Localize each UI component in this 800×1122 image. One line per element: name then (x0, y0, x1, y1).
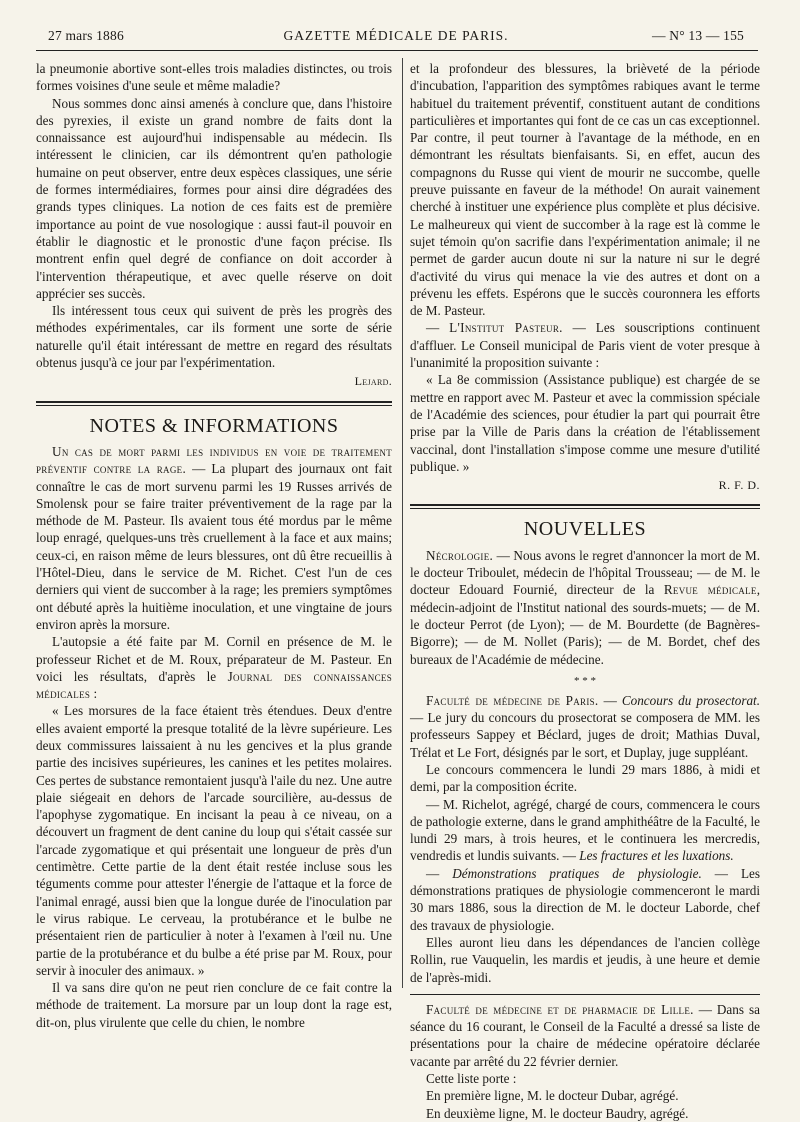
autopsy-quote: « Les morsures de la face étaient très étendues. Deux d'entre elles avaient emporté la presque totalité de la lèvre supérieure. Les deux commissures laissaient à nu les gencives et la plus grande partie des incisives supérieures, les canines et les petites molaires. Ces pertes de substance remontaient jusqu'à l'aile du nez. Une autre plaie siégeait en dehors de l'arcade sourcilière, au-dessus de l'apophyse zygomatique. En incisant la peau à ce niveau, on a découvert un fragment de dent canine du loup qui s'était cassée sur l'arcade zygomatique et qui présentait une longueur de près d'un centimètre. Cette partie de la dent était restée incluse sous les téguments comme pour attester l'énergie de l'attaque et la force de l'animal enragé, aussi bien que la longue durée de l'inoculation par le virus rabique. Le cerveau, la protubérance et le bulbe ne présentaient rien de particulier à noter à l'examen à l'œil nu. Une partie de la protubérance et du bulbe a été prise par M. Roux, pour servir à inoculer des animaux. » (36, 703, 392, 978)
news-item-faculte-lille (410, 1001, 760, 1070)
section-rule (410, 504, 760, 506)
paragraph: Elles auront lieu dans les dépendances de l'ancien collège Rollin, rue Vauquelin, les mardis et jeudis, à une heure et demie de l'après-midi. (410, 934, 760, 985)
text: : (90, 686, 98, 702)
item-heading: Faculté de médecine et de pharmacie de Lille. (426, 1001, 694, 1017)
item-heading: Nécrologie. (426, 547, 494, 563)
left-column (36, 60, 392, 1031)
council-quote: « La 8e commission (Assistance publique) est chargée de se mettre en rapport avec M. Pasteur et avec la commission spéciale de l'Académie des sciences, pour étudier la part qui pourrait être prise par la Ville de Paris dans la création de l'établissement vaccinal, dont l'installation s'impose comme une mesure d'utilité publique. » (410, 372, 760, 474)
paragraph: Le concours commencera le lundi 29 mars 1886, à midi et demi, par la composition écrite. (410, 761, 760, 795)
author-signature: R. F. D. (718, 478, 760, 493)
news-item-rabies-death (36, 443, 392, 633)
paragraph (410, 796, 760, 865)
paragraph: et la profondeur des blessures, la brièveté de la période d'incubation, l'apparition des symptômes rabiques avant le terme habituel du traitement préventif, constituent autant de conditions particulières et importantes qui font de ce cas un cas exceptionnel. Par contre, il peut tourner à l'avantage de la méthode, en en démontrant les résultats bienfaisants. Si, en effet, aucun des compagnons du Russe qui vient de mourir ne succombe, quelle preuve puissante en faveur de la méthode! On aurait vainement cherché à instituer une expérience plus complète et plus décisive. Le malheureux qui vient de succomber à la rage est là comme le sujet témoin qu'on sacrifie dans l'expérimentation animale; il ne permet de garder aucun doute ni sur la nature ni sur le degré d'activité du virus qui menace la vie des autres et dont on a prévenu les effets. Espérons que le succès couronnera les efforts de M. Pasteur. (410, 61, 760, 319)
column-divider (402, 58, 403, 988)
item-rule (410, 994, 760, 995)
item-subheading: Démonstrations pratiques de physiologie. (452, 865, 702, 881)
text: — M. Richelot, agrégé, chargé de cours, commencera le cours de pathologie externe, dans le grand amphithéâtre de la Faculté, le lundi 29 mars, à trois heures, et le continuera les mercredis, vendredis et lundis suivants. — (410, 796, 760, 864)
author-signature: Lejard. (354, 374, 392, 389)
news-item-institut-pasteur: — L'Institut Pasteur. — Les souscriptions continuent d'affluer. Le Conseil municipal de Paris vient de voter presque à l'unanimité la proposition suivante : (410, 320, 761, 371)
section-title-notes: NOTES & INFORMATIONS (89, 414, 339, 437)
paragraph-autopsy (36, 633, 392, 702)
journal-title: GAZETTE MÉDICALE DE PARIS. (283, 28, 509, 43)
section-rule (36, 401, 392, 403)
item-subheading: Concours du prosectorat. (621, 692, 761, 708)
paragraph: En deuxième ligne, M. le docteur Baudry, agrégé. (426, 1105, 689, 1121)
text: — Nous avons le regret d'annoncer la mort de M. le docteur Triboulet, médecin de l'hôpital Trousseau; — de M. le docteur Edouard Fournié, directeur de la (410, 547, 760, 598)
text: — Dans sa séance du 16 courant, le Conseil de la Faculté a dressé sa liste de présentations pour la chaire de médecine opératoire déclarée vacante par arrêté du 22 février dernier. (410, 1001, 760, 1069)
course-title: Les fractures et les luxations. (579, 848, 734, 864)
text: , médecin-adjoint de l'Institut national des sourds-muets; — de M. le docteur Perrot (de Lyon); — de M. Bourdette (de Bagnères-Bigorre); — de M. Nollet (Paris); — de M. Bordet, chef des bureaux de l'Académie de médecine. (410, 582, 760, 667)
issue-date: 27 mars 1886 (48, 28, 124, 43)
item-heading: Un cas de mort parmi les individus en voie de traitement préventif contre la rage. (36, 443, 392, 477)
right-column (410, 60, 760, 1122)
section-rule (36, 405, 392, 406)
paragraph: En première ligne, M. le docteur Dubar, agrégé. (426, 1088, 679, 1104)
journal-reference: Journal des connaissances médicales (36, 668, 392, 702)
section-rule (410, 508, 760, 509)
paragraph: Cette liste porte : (426, 1071, 517, 1087)
paragraph: Ils intéressent tous ceux qui suivent de près les progrès des méthodes expérimentales, car ils forment une sorte de série naturelle qu'il était intéressant de mettre en regard des résultats obtenus jusqu'à ce jour par l'expérimentation. (36, 303, 392, 371)
item-text: — La plupart des journaux ont fait connaître le cas de mort survenu parmi les 19 Russes arrivés de Smolensk pour se faire traiter préventivement de la rage par la méthode de M. Pasteur. Ils avaient tous été mordus par le même loup enragé, quelques-uns très cruellement à la face et aux mains; ceux-ci, en raison même de leurs blessures, ont dû être recueillis à l'Hôtel-Dieu, dans le service de M. Richet. C'est l'un de ces derniers qui vient de succomber à la rage; les premiers symptômes ont débuté après la huitième inoculation, et une vingtaine de jours environ après la morsure. (36, 461, 392, 632)
text: — Le jury du concours du prosectorat se composera de MM. les professeurs Sappey et Béclard, juges de droit; Mathias Duval, Trélat et Le Fort, désignés par le sort, et Duplay, juge suppléant. (410, 710, 760, 760)
text: — Les démonstrations pratiques de physiologie commenceront le mardi 30 mars 1886, sous la direction de M. le docteur Laborde, chef des travaux de physiologie. (410, 865, 761, 933)
item-heading: Faculté de médecine de Paris. (426, 692, 599, 708)
page-header (48, 28, 744, 48)
section-title-nouvelles: NOUVELLES (523, 518, 647, 541)
header-rule (36, 50, 758, 51)
asterism-divider: * * * (574, 674, 596, 687)
page-number: — N° 13 — 155 (652, 28, 744, 43)
paragraph: Nous sommes donc ainsi amenés à conclure que, dans l'histoire des pyrexies, il existe un grand nombre de faits dont la connaissance est aujourd'hui indispensable au médecin. Ils intéressent le clinicien, car ils démontrent qu'en pathologie humaine on peut observer, entre deux espèces classiques, une série de formes intermédiaires, formes pour ainsi dire dégradées des grands types cliniques. La notion de ces faits est de première importance au point de vue nosologique : aussi faut-il pouvoir en établir le diagnostic et le pronostic d'une façon précise. Ils montrent enfin quel degré de confiance on doit accorder à l'intervention thérapeutique, et avec quelle réserve on doit apprécier ses succès. (36, 95, 392, 301)
item-text: — Les souscriptions continuent d'affluer. Le Conseil municipal de Paris vient de voter presque à l'unanimité la proposition suivante : (410, 320, 761, 371)
paragraph: — Démonstrations pratiques de physiologie. — Les démonstrations pratiques de physiologie commenceront le mardi 30 mars 1886, sous la direction de M. le docteur Laborde, chef des travaux de physiologie. (410, 865, 761, 933)
news-item-necrologie (410, 547, 760, 668)
journal-reference: Revue médicale (663, 582, 757, 598)
paragraph: Il va sans dire qu'on ne peut rien conclure de ce fait contre la méthode de traitement. La morsure par un loup dont la rage est, dit-on, plus virulente que celle du chien, le nombre (36, 980, 392, 1030)
paragraph: la pneumonie abortive sont-elles trois maladies distinctes, ou trois formes voisines d'une seule et même maladie? (36, 61, 392, 94)
news-item-faculte-paris: Faculté de médecine de Paris. — Concours du prosectorat. — Le jury du concours du prosectorat se composera de MM. les professeurs Sappey et Béclard, juges de droit; Mathias Duval, Trélat et Le Fort, désignés par le sort, et Duplay, juge suppléant. (410, 692, 761, 760)
item-heading: L'Institut Pasteur. (449, 320, 563, 336)
text: L'autopsie a été faite par M. Cornil en présence de M. le professeur Richet et de M. Roux, préparateur de M. Pasteur. En voici les résultats, d'après le (36, 634, 392, 684)
